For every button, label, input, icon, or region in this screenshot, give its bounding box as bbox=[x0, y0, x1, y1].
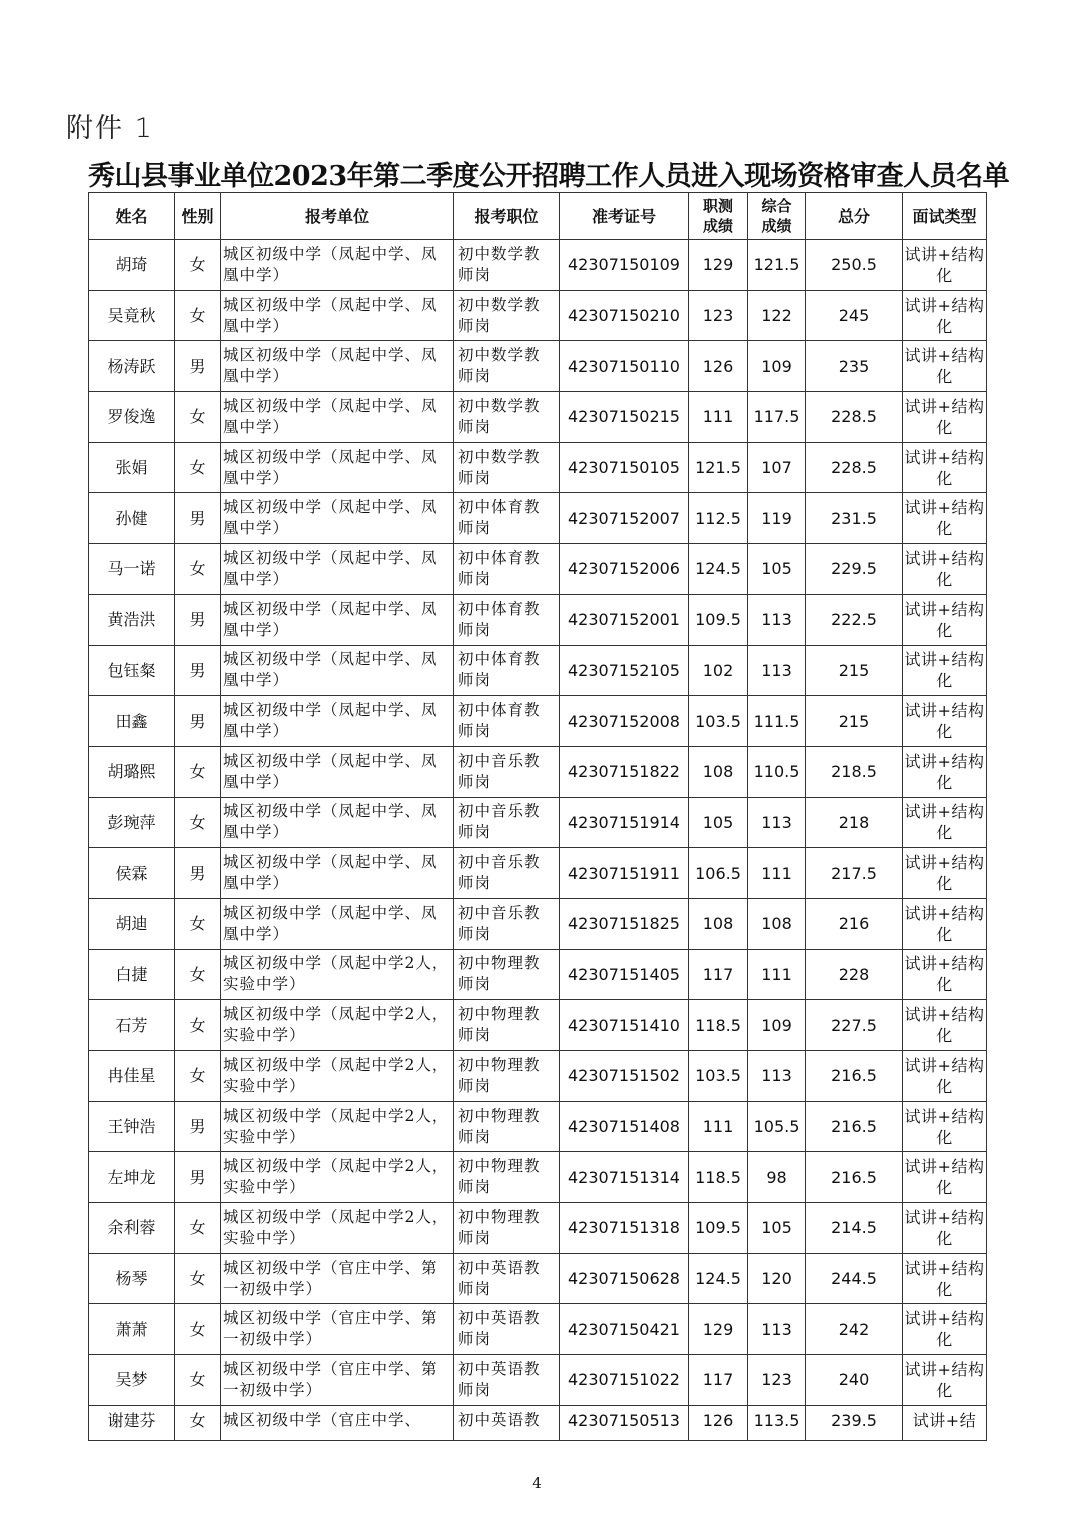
cell-comprehensive: 109 bbox=[748, 1000, 806, 1051]
cell-ticket: 42307152006 bbox=[560, 544, 689, 595]
page-number: 4 bbox=[532, 1474, 542, 1492]
cell-comprehensive: 120 bbox=[748, 1253, 806, 1304]
cell-post: 初中数学教师岗 bbox=[454, 290, 560, 341]
cell-total: 214.5 bbox=[806, 1203, 903, 1254]
cell-unit: 城区初级中学（凤起中学2人，实验中学） bbox=[221, 1051, 454, 1102]
cell-ticket: 42307151410 bbox=[560, 1000, 689, 1051]
cell-gender: 女 bbox=[175, 290, 221, 341]
cell-name: 杨涛跃 bbox=[89, 341, 175, 392]
cell-total: 216.5 bbox=[806, 1101, 903, 1152]
cell-post: 初中音乐教师岗 bbox=[454, 848, 560, 899]
table-row bbox=[89, 392, 987, 443]
cell-post: 初中物理教师岗 bbox=[454, 949, 560, 1000]
cell-interview: 试讲+结构化 bbox=[903, 746, 987, 797]
cell-comprehensive: 113 bbox=[748, 1051, 806, 1102]
cell-total: 228 bbox=[806, 949, 903, 1000]
table-row bbox=[89, 290, 987, 341]
cell-aptitude: 117 bbox=[689, 949, 748, 1000]
table-row bbox=[89, 594, 987, 645]
cell-unit: 城区初级中学（凤起中学、凤凰中学） bbox=[221, 240, 454, 291]
cell-aptitude: 112.5 bbox=[689, 493, 748, 544]
cell-interview: 试讲+结构化 bbox=[903, 290, 987, 341]
cell-ticket: 42307151318 bbox=[560, 1203, 689, 1254]
cell-aptitude: 117 bbox=[689, 1355, 748, 1406]
cell-interview: 试讲+结构化 bbox=[903, 1304, 987, 1355]
cell-gender: 女 bbox=[175, 544, 221, 595]
cell-gender: 女 bbox=[175, 442, 221, 493]
cell-post: 初中数学教师岗 bbox=[454, 442, 560, 493]
cell-post: 初中数学教师岗 bbox=[454, 341, 560, 392]
cell-ticket: 42307150628 bbox=[560, 1253, 689, 1304]
cell-post: 初中物理教师岗 bbox=[454, 1152, 560, 1203]
cell-name: 张娟 bbox=[89, 442, 175, 493]
cell-name: 罗俊逸 bbox=[89, 392, 175, 443]
table-row bbox=[89, 1101, 987, 1152]
cell-unit: 城区初级中学（凤起中学、凤凰中学） bbox=[221, 392, 454, 443]
cell-unit: 城区初级中学（凤起中学2人，实验中学） bbox=[221, 1152, 454, 1203]
cell-interview: 试讲+结构化 bbox=[903, 1355, 987, 1406]
cell-ticket: 42307151911 bbox=[560, 848, 689, 899]
cell-ticket: 42307152105 bbox=[560, 645, 689, 696]
cell-ticket: 42307150210 bbox=[560, 290, 689, 341]
cell-name: 白捷 bbox=[89, 949, 175, 1000]
cell-ticket: 42307150421 bbox=[560, 1304, 689, 1355]
page-title: 秀山县事业单位2023年第二季度公开招聘工作人员进入现场资格审查人员名单 bbox=[88, 161, 1010, 192]
header-comprehensive-line1: 综合 bbox=[761, 197, 792, 215]
cell-unit: 城区初级中学（凤起中学、凤凰中学） bbox=[221, 594, 454, 645]
cell-interview: 试讲+结构化 bbox=[903, 645, 987, 696]
cell-gender: 女 bbox=[175, 240, 221, 291]
cell-total: 240 bbox=[806, 1355, 903, 1406]
cell-gender: 男 bbox=[175, 493, 221, 544]
table-row bbox=[89, 645, 987, 696]
cell-comprehensive: 113 bbox=[748, 797, 806, 848]
cell-aptitude: 118.5 bbox=[689, 1152, 748, 1203]
cell-ticket: 42307152001 bbox=[560, 594, 689, 645]
cell-name: 吴梦 bbox=[89, 1355, 175, 1406]
cell-aptitude: 129 bbox=[689, 240, 748, 291]
cell-ticket: 42307151502 bbox=[560, 1051, 689, 1102]
cell-post: 初中物理教师岗 bbox=[454, 1000, 560, 1051]
cell-total: 242 bbox=[806, 1304, 903, 1355]
cell-ticket: 42307150215 bbox=[560, 392, 689, 443]
cell-aptitude: 103.5 bbox=[689, 696, 748, 747]
cell-post: 初中英语教师岗 bbox=[454, 1355, 560, 1406]
cell-total: 245 bbox=[806, 290, 903, 341]
cell-gender: 男 bbox=[175, 645, 221, 696]
cell-aptitude: 108 bbox=[689, 746, 748, 797]
cell-aptitude: 118.5 bbox=[689, 1000, 748, 1051]
cell-post: 初中音乐教师岗 bbox=[454, 898, 560, 949]
cell-post: 初中体育教师岗 bbox=[454, 645, 560, 696]
cell-interview: 试讲+结构化 bbox=[903, 392, 987, 443]
cell-ticket: 42307151408 bbox=[560, 1101, 689, 1152]
candidate-table bbox=[88, 192, 987, 1441]
cell-name: 吴竟秋 bbox=[89, 290, 175, 341]
header-comprehensive-line2: 成绩 bbox=[761, 217, 792, 235]
table-row bbox=[89, 1203, 987, 1254]
cell-name: 石芳 bbox=[89, 1000, 175, 1051]
cell-post: 初中音乐教师岗 bbox=[454, 746, 560, 797]
cell-total: 217.5 bbox=[806, 848, 903, 899]
cell-total: 216.5 bbox=[806, 1051, 903, 1102]
cell-interview: 试讲+结构化 bbox=[903, 442, 987, 493]
cell-post: 初中体育教师岗 bbox=[454, 594, 560, 645]
cell-ticket: 42307151825 bbox=[560, 898, 689, 949]
cell-total: 218.5 bbox=[806, 746, 903, 797]
table-row bbox=[89, 848, 987, 899]
cell-total: 244.5 bbox=[806, 1253, 903, 1304]
cell-unit: 城区初级中学（凤起中学2人，实验中学） bbox=[221, 1203, 454, 1254]
cell-interview: 试讲+结构化 bbox=[903, 594, 987, 645]
cell-unit: 城区初级中学（凤起中学、凤凰中学） bbox=[221, 898, 454, 949]
cell-unit: 城区初级中学（凤起中学2人，实验中学） bbox=[221, 1000, 454, 1051]
cell-comprehensive: 123 bbox=[748, 1355, 806, 1406]
cell-comprehensive: 113 bbox=[748, 645, 806, 696]
table-row bbox=[89, 1000, 987, 1051]
cell-gender: 男 bbox=[175, 341, 221, 392]
cell-total: 228.5 bbox=[806, 442, 903, 493]
cell-total: 216.5 bbox=[806, 1152, 903, 1203]
cell-aptitude: 126 bbox=[689, 1405, 748, 1440]
cell-aptitude: 126 bbox=[689, 341, 748, 392]
cell-aptitude: 109.5 bbox=[689, 1203, 748, 1254]
cell-gender: 男 bbox=[175, 1152, 221, 1203]
header-total: 总分 bbox=[806, 193, 903, 240]
cell-gender: 男 bbox=[175, 696, 221, 747]
cell-total: 215 bbox=[806, 696, 903, 747]
cell-gender: 女 bbox=[175, 949, 221, 1000]
cell-post: 初中英语教师岗 bbox=[454, 1253, 560, 1304]
cell-post: 初中英语教师岗 bbox=[454, 1304, 560, 1355]
header-interview: 面试类型 bbox=[903, 193, 987, 240]
cell-comprehensive: 98 bbox=[748, 1152, 806, 1203]
cell-aptitude: 111 bbox=[689, 392, 748, 443]
cell-post: 初中数学教师岗 bbox=[454, 392, 560, 443]
table-row bbox=[89, 797, 987, 848]
table-row bbox=[89, 898, 987, 949]
cell-aptitude: 103.5 bbox=[689, 1051, 748, 1102]
header-aptitude bbox=[689, 193, 748, 240]
header-aptitude-line1: 职测 bbox=[702, 197, 733, 215]
cell-name: 冉佳星 bbox=[89, 1051, 175, 1102]
cell-ticket: 42307150110 bbox=[560, 341, 689, 392]
cell-unit: 城区初级中学（凤起中学、凤凰中学） bbox=[221, 442, 454, 493]
cell-gender: 女 bbox=[175, 1000, 221, 1051]
header-ticket: 准考证号 bbox=[560, 193, 689, 240]
table-header-row bbox=[89, 193, 987, 240]
cell-interview: 试讲+结构化 bbox=[903, 696, 987, 747]
cell-comprehensive: 107 bbox=[748, 442, 806, 493]
cell-total: 229.5 bbox=[806, 544, 903, 595]
cell-interview: 试讲+结构化 bbox=[903, 240, 987, 291]
cell-interview: 试讲+结构化 bbox=[903, 1253, 987, 1304]
cell-post: 初中物理教师岗 bbox=[454, 1203, 560, 1254]
cell-post: 初中体育教师岗 bbox=[454, 544, 560, 595]
cell-comprehensive: 121.5 bbox=[748, 240, 806, 291]
cell-aptitude: 102 bbox=[689, 645, 748, 696]
cell-comprehensive: 108 bbox=[748, 898, 806, 949]
cell-total: 216 bbox=[806, 898, 903, 949]
cell-comprehensive: 105 bbox=[748, 544, 806, 595]
cell-unit: 城区初级中学（凤起中学、凤凰中学） bbox=[221, 290, 454, 341]
header-aptitude-line2: 成绩 bbox=[702, 217, 733, 235]
cell-comprehensive: 113.5 bbox=[748, 1405, 806, 1440]
cell-gender: 女 bbox=[175, 746, 221, 797]
cell-aptitude: 124.5 bbox=[689, 1253, 748, 1304]
cell-name: 黄浩洪 bbox=[89, 594, 175, 645]
cell-post: 初中英语教 bbox=[454, 1405, 560, 1440]
cell-interview: 试讲+结构化 bbox=[903, 1051, 987, 1102]
cell-name: 胡琦 bbox=[89, 240, 175, 291]
cell-name: 马一诺 bbox=[89, 544, 175, 595]
cell-unit: 城区初级中学（凤起中学、凤凰中学） bbox=[221, 341, 454, 392]
header-post: 报考职位 bbox=[454, 193, 560, 240]
cell-ticket: 42307152008 bbox=[560, 696, 689, 747]
cell-ticket: 42307151314 bbox=[560, 1152, 689, 1203]
cell-total: 227.5 bbox=[806, 1000, 903, 1051]
cell-aptitude: 105 bbox=[689, 797, 748, 848]
cell-comprehensive: 105 bbox=[748, 1203, 806, 1254]
cell-gender: 女 bbox=[175, 1355, 221, 1406]
cell-name: 杨琴 bbox=[89, 1253, 175, 1304]
cell-aptitude: 109.5 bbox=[689, 594, 748, 645]
cell-total: 239.5 bbox=[806, 1405, 903, 1440]
cell-aptitude: 108 bbox=[689, 898, 748, 949]
cell-unit: 城区初级中学（凤起中学、凤凰中学） bbox=[221, 645, 454, 696]
cell-total: 250.5 bbox=[806, 240, 903, 291]
cell-gender: 男 bbox=[175, 594, 221, 645]
cell-comprehensive: 117.5 bbox=[748, 392, 806, 443]
cell-ticket: 42307150109 bbox=[560, 240, 689, 291]
cell-name: 谢建芬 bbox=[89, 1405, 175, 1440]
cell-ticket: 42307152007 bbox=[560, 493, 689, 544]
cell-interview: 试讲+结构化 bbox=[903, 1152, 987, 1203]
cell-gender: 女 bbox=[175, 1051, 221, 1102]
cell-name: 孙健 bbox=[89, 493, 175, 544]
cell-name: 余利蓉 bbox=[89, 1203, 175, 1254]
cell-comprehensive: 111 bbox=[748, 848, 806, 899]
cell-interview: 试讲+结构化 bbox=[903, 493, 987, 544]
cell-aptitude: 123 bbox=[689, 290, 748, 341]
cell-gender: 女 bbox=[175, 898, 221, 949]
cell-post: 初中物理教师岗 bbox=[454, 1051, 560, 1102]
cell-unit: 城区初级中学（凤起中学2人，实验中学） bbox=[221, 1101, 454, 1152]
cell-unit: 城区初级中学（凤起中学、凤凰中学） bbox=[221, 848, 454, 899]
cell-gender: 女 bbox=[175, 1304, 221, 1355]
cell-post: 初中音乐教师岗 bbox=[454, 797, 560, 848]
cell-interview: 试讲+结构化 bbox=[903, 898, 987, 949]
table-row bbox=[89, 1304, 987, 1355]
cell-interview: 试讲+结构化 bbox=[903, 848, 987, 899]
cell-name: 王钟浩 bbox=[89, 1101, 175, 1152]
table-row bbox=[89, 1253, 987, 1304]
cell-gender: 女 bbox=[175, 1203, 221, 1254]
header-unit: 报考单位 bbox=[221, 193, 454, 240]
header-gender: 性别 bbox=[175, 193, 221, 240]
cell-comprehensive: 111.5 bbox=[748, 696, 806, 747]
cell-ticket: 42307150513 bbox=[560, 1405, 689, 1440]
cell-interview: 试讲+结构化 bbox=[903, 1203, 987, 1254]
cell-interview: 试讲+结构化 bbox=[903, 544, 987, 595]
cell-unit: 城区初级中学（官庄中学、 bbox=[221, 1405, 454, 1440]
table-row bbox=[89, 544, 987, 595]
cell-interview: 试讲+结构化 bbox=[903, 1101, 987, 1152]
cell-comprehensive: 122 bbox=[748, 290, 806, 341]
cell-post: 初中物理教师岗 bbox=[454, 1101, 560, 1152]
cell-unit: 城区初级中学（凤起中学、凤凰中学） bbox=[221, 696, 454, 747]
cell-comprehensive: 119 bbox=[748, 493, 806, 544]
cell-post: 初中数学教师岗 bbox=[454, 240, 560, 291]
cell-name: 彭琬萍 bbox=[89, 797, 175, 848]
cell-gender: 女 bbox=[175, 1405, 221, 1440]
cell-comprehensive: 113 bbox=[748, 594, 806, 645]
cell-comprehensive: 113 bbox=[748, 1304, 806, 1355]
cell-unit: 城区初级中学（官庄中学、第一初级中学） bbox=[221, 1253, 454, 1304]
table-row bbox=[89, 1051, 987, 1102]
cell-unit: 城区初级中学（官庄中学、第一初级中学） bbox=[221, 1304, 454, 1355]
cell-aptitude: 111 bbox=[689, 1101, 748, 1152]
cell-comprehensive: 111 bbox=[748, 949, 806, 1000]
table-row bbox=[89, 442, 987, 493]
cell-comprehensive: 105.5 bbox=[748, 1101, 806, 1152]
attachment-label: 附件 1 bbox=[66, 113, 154, 144]
cell-total: 235 bbox=[806, 341, 903, 392]
table-row bbox=[89, 493, 987, 544]
cell-aptitude: 129 bbox=[689, 1304, 748, 1355]
cell-ticket: 42307151405 bbox=[560, 949, 689, 1000]
cell-name: 包钰粲 bbox=[89, 645, 175, 696]
table-row bbox=[89, 341, 987, 392]
cell-name: 胡璐熙 bbox=[89, 746, 175, 797]
cell-gender: 女 bbox=[175, 1253, 221, 1304]
cell-total: 215 bbox=[806, 645, 903, 696]
cell-comprehensive: 109 bbox=[748, 341, 806, 392]
cell-name: 田鑫 bbox=[89, 696, 175, 747]
cell-total: 218 bbox=[806, 797, 903, 848]
cell-ticket: 42307151022 bbox=[560, 1355, 689, 1406]
cell-name: 胡迪 bbox=[89, 898, 175, 949]
cell-unit: 城区初级中学（凤起中学、凤凰中学） bbox=[221, 493, 454, 544]
cell-post: 初中体育教师岗 bbox=[454, 696, 560, 747]
cell-gender: 女 bbox=[175, 797, 221, 848]
cell-aptitude: 121.5 bbox=[689, 442, 748, 493]
header-name: 姓名 bbox=[89, 193, 175, 240]
cell-unit: 城区初级中学（官庄中学、第一初级中学） bbox=[221, 1355, 454, 1406]
table-row bbox=[89, 696, 987, 747]
cell-comprehensive: 110.5 bbox=[748, 746, 806, 797]
cell-total: 231.5 bbox=[806, 493, 903, 544]
cell-post: 初中体育教师岗 bbox=[454, 493, 560, 544]
cell-aptitude: 106.5 bbox=[689, 848, 748, 899]
cell-total: 228.5 bbox=[806, 392, 903, 443]
cell-unit: 城区初级中学（凤起中学、凤凰中学） bbox=[221, 746, 454, 797]
table-row bbox=[89, 746, 987, 797]
cell-interview: 试讲+结构化 bbox=[903, 341, 987, 392]
cell-ticket: 42307151822 bbox=[560, 746, 689, 797]
cell-unit: 城区初级中学（凤起中学、凤凰中学） bbox=[221, 544, 454, 595]
cell-gender: 男 bbox=[175, 848, 221, 899]
cell-interview: 试讲+结 bbox=[903, 1405, 987, 1440]
table-row bbox=[89, 949, 987, 1000]
table-row bbox=[89, 1405, 987, 1440]
cell-ticket: 42307151914 bbox=[560, 797, 689, 848]
cell-aptitude: 124.5 bbox=[689, 544, 748, 595]
cell-total: 222.5 bbox=[806, 594, 903, 645]
cell-interview: 试讲+结构化 bbox=[903, 1000, 987, 1051]
cell-name: 左坤龙 bbox=[89, 1152, 175, 1203]
cell-gender: 女 bbox=[175, 392, 221, 443]
cell-unit: 城区初级中学（凤起中学、凤凰中学） bbox=[221, 797, 454, 848]
cell-interview: 试讲+结构化 bbox=[903, 949, 987, 1000]
cell-unit: 城区初级中学（凤起中学2人，实验中学） bbox=[221, 949, 454, 1000]
cell-name: 侯霖 bbox=[89, 848, 175, 899]
cell-interview: 试讲+结构化 bbox=[903, 797, 987, 848]
cell-name: 萧萧 bbox=[89, 1304, 175, 1355]
table-row bbox=[89, 1355, 987, 1406]
table-row bbox=[89, 240, 987, 291]
header-comprehensive bbox=[748, 193, 806, 240]
cell-ticket: 42307150105 bbox=[560, 442, 689, 493]
table-row bbox=[89, 1152, 987, 1203]
cell-gender: 男 bbox=[175, 1101, 221, 1152]
